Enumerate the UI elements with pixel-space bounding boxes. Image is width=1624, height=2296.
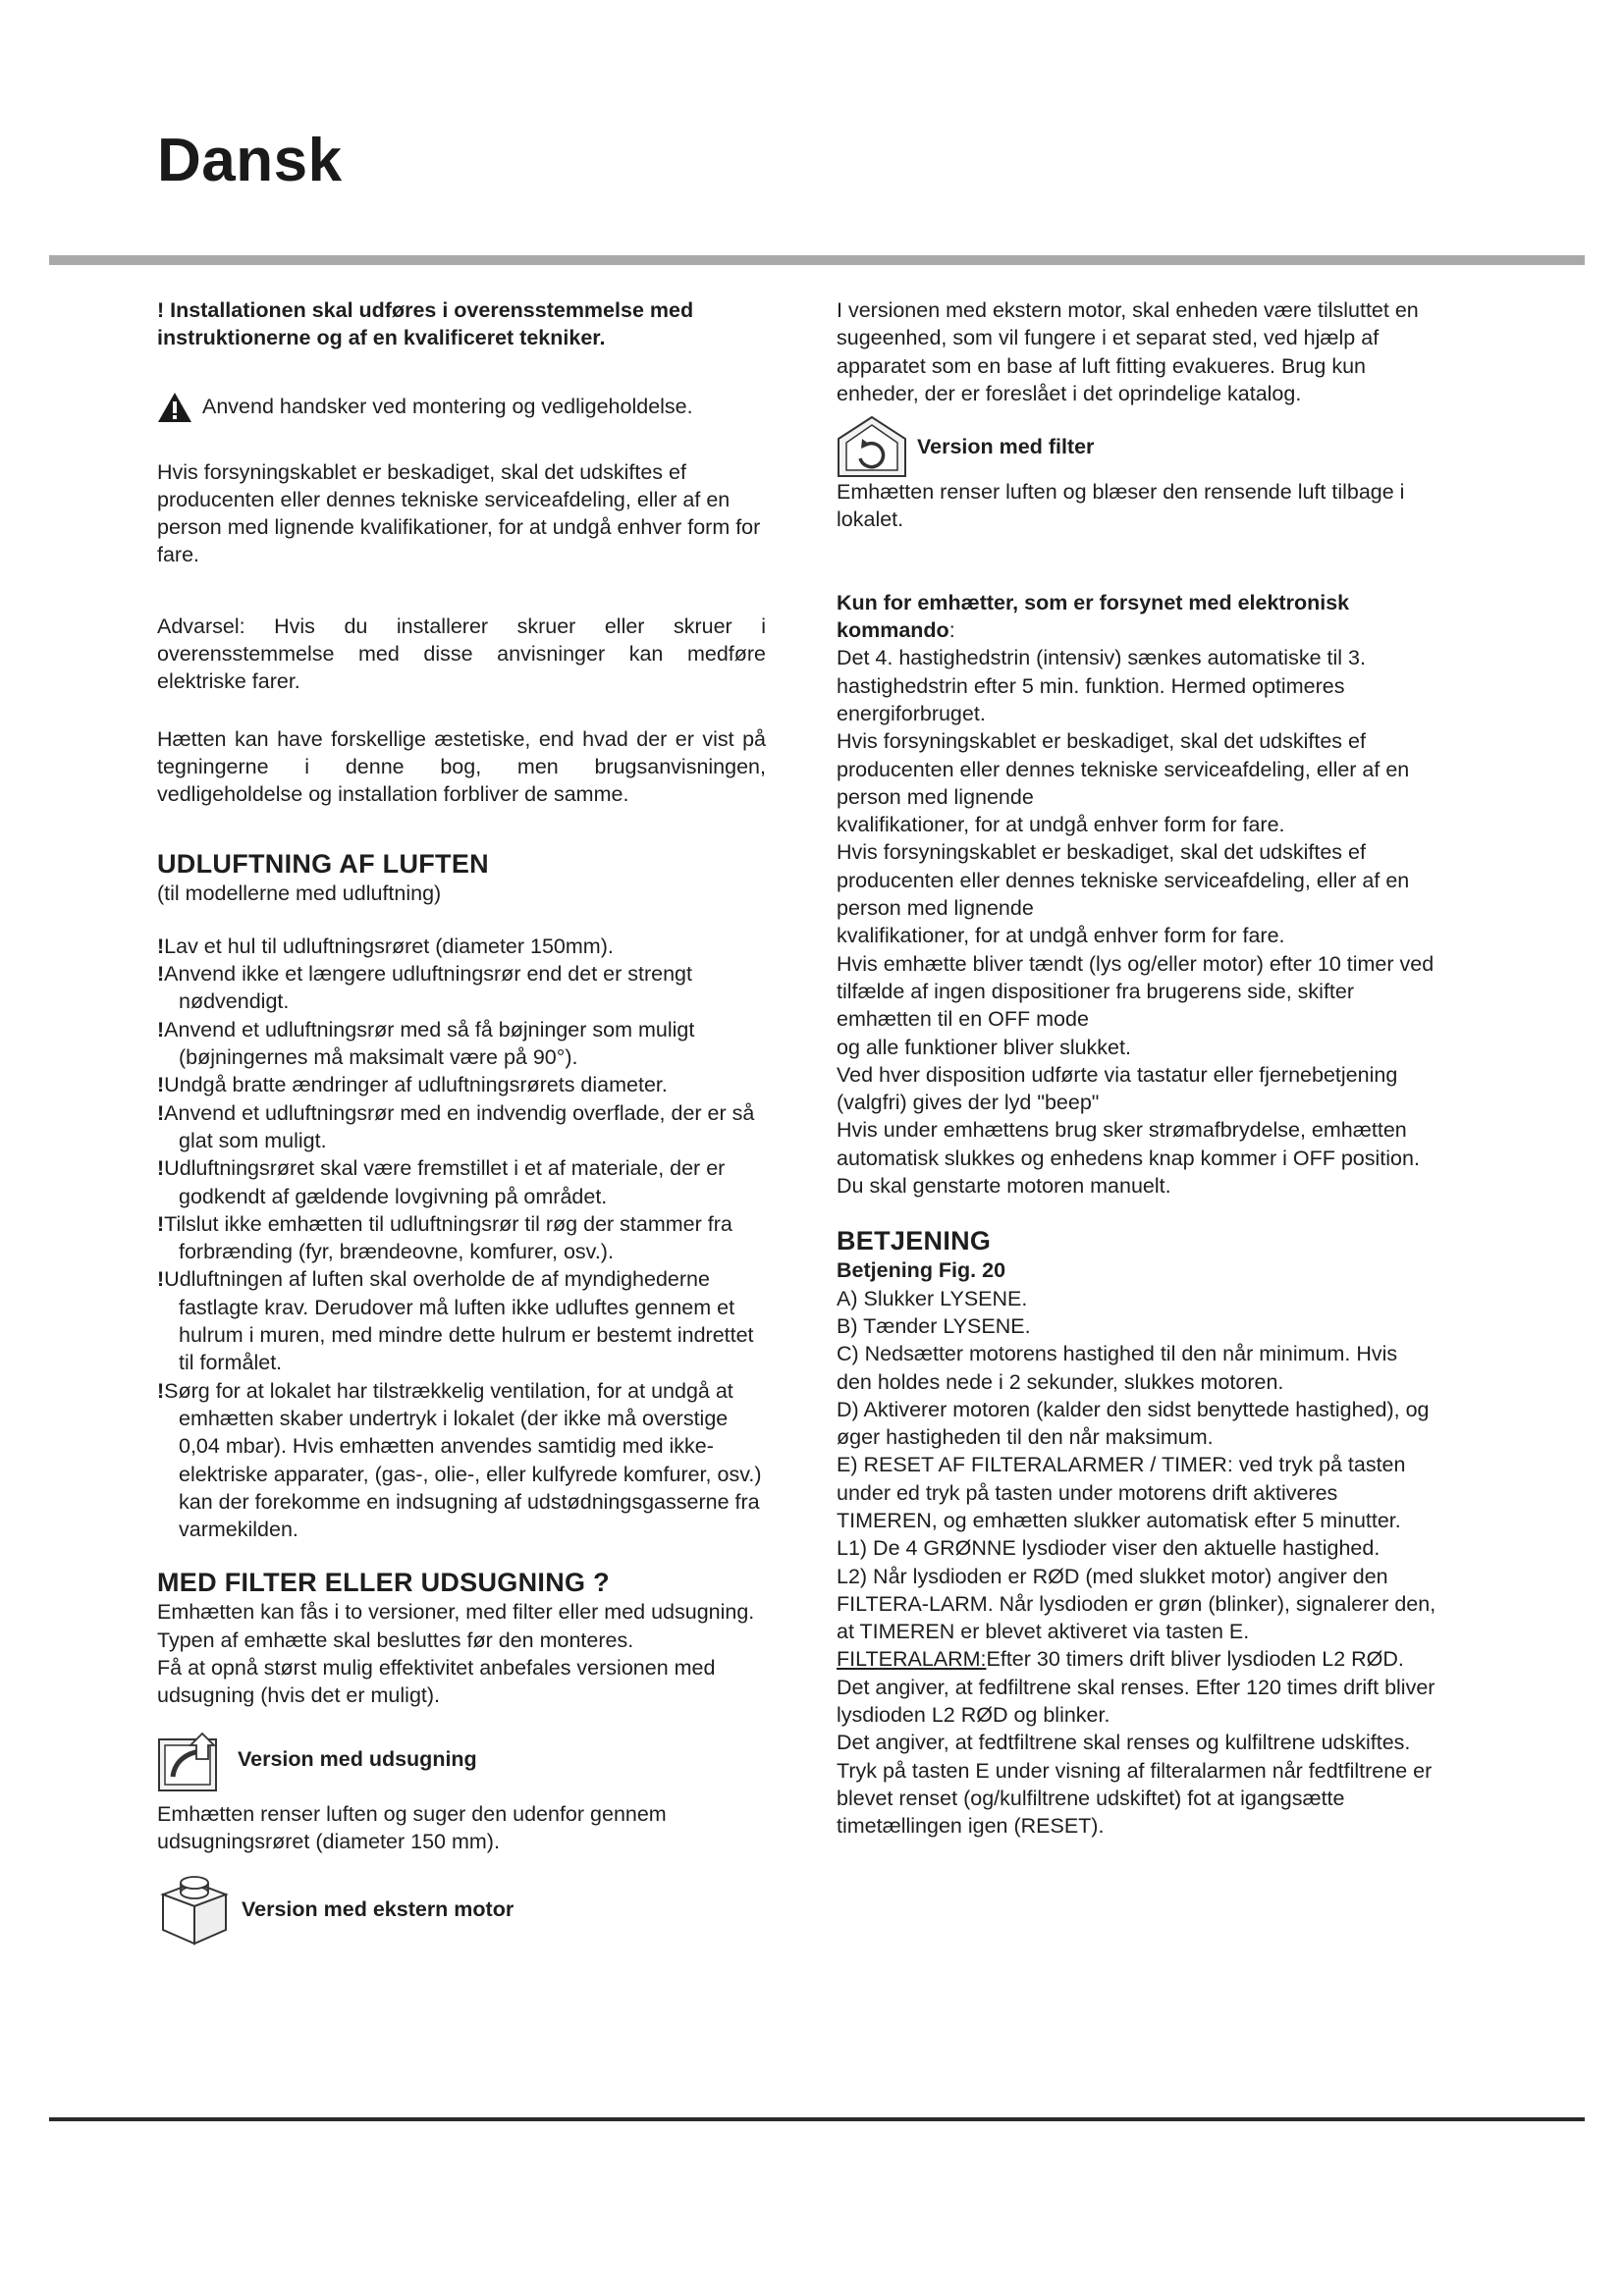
right-column — [837, 296, 1437, 1841]
closing-line: Det angiver, at fedtfiltrene skal renses og kulfiltrene udskiftes. — [837, 1731, 1411, 1755]
gloves-notice — [157, 392, 766, 423]
warning-icon — [157, 392, 192, 423]
closing-line: Tryk på tasten E under visning af filteralarmen når fedtfiltrene er blevet renset (og/kulfiltrene udskiftet) fot at igangsætte timetællingen igen (RESET). — [837, 1758, 1433, 1839]
gloves-text: Anvend handsker ved montering og vedligeholdelse. — [202, 395, 693, 419]
closing-line: Det angiver, at fedfiltrene skal renses. Efter 120 times drift bliver lysdioden L2 RØD og blinker. — [837, 1675, 1435, 1728]
list-item: !Lav et hul til udluftningsrøret (diameter 150mm). — [157, 934, 614, 958]
installation-notice: ! Installationen skal udføres i overensstemmelse med instruktionerne og af en kvalificeret tekniker. — [157, 298, 694, 350]
external-motor-label: Version med ekstern motor — [242, 1897, 514, 1922]
extraction-hood-icon — [157, 1728, 228, 1792]
electronic-line: Hvis forsyningskablet er beskadiget, skal det udskiftes ef producenten eller dennes tekniske serviceafdeling, eller af en person med lignende — [837, 840, 1410, 921]
electronic-line: Hvis forsyningskablet er beskadiget, skal det udskiftes ef producenten eller dennes tekniske serviceafdeling, eller af en person med lignende — [837, 729, 1410, 809]
list-item: !Undgå bratte ændringer af udluftningsrørets diameter. — [157, 1073, 668, 1097]
external-motor-text: I versionen med ekstern motor, skal enheden være tilsluttet en sugeenhed, som vil fungere i et separat sted, ved hjælp af apparatet som en base af luft fitting evakueres. Brug kun enheder, der er foreslået i det oprindelige katalog. — [837, 298, 1419, 405]
operation-line: C) Nedsætter motorens hastighed til den når minimum. Hvis den holdes nede i 2 sekunder, slukkes motoren. — [837, 1342, 1398, 1394]
supply-cable-text: Hvis forsyningskablet er beskadiget, skal det udskiftes ef producenten eller dennes tekniske serviceafdeling, eller af en person med lignende kvalifikationer, for at undgå enhver form for fare. — [157, 459, 761, 567]
list-item: !Tilslut ikke emhætten til udluftningsrør til røg der stammer fra forbrænding (fyr, brændeovne, komfurer, osv.). — [157, 1211, 732, 1264]
filter-alarm-line: FILTERALARM:Efter 30 timers drift bliver lysdioden L2 RØD. — [837, 1647, 1404, 1672]
list-item: !Udluftningsrøret skal være fremstillet i et af materiale, der er godkendt af gældende lovgivning på området. — [157, 1156, 726, 1208]
venting-heading: UDLUFTNING AF LUFTEN — [157, 848, 489, 879]
operation-heading: BETJENING — [837, 1226, 992, 1256]
list-item: !Anvend et udluftningsrør med en indvendig overflade, der er så glat som muligt. — [157, 1100, 755, 1152]
list-item: !Anvend ikke et længere udluftningsrør end det er strengt nødvendigt. — [157, 962, 692, 1014]
operation-line: D) Aktiverer motoren (kalder den sidst benyttede hastighed), og øger hastigheden til den når maksimum. — [837, 1397, 1430, 1450]
external-motor-version — [157, 1873, 766, 1946]
filter-version-text: Emhætten renser luften og blæser den rensende luft tilbage i lokalet. — [837, 480, 1405, 532]
electronic-line: og alle funktioner bliver slukket. — [837, 1035, 1131, 1059]
list-item: !Udluftningen af luften skal overholde de af myndighederne fastlagte krav. Derudover må luften ikke udluftes gennem et hulrum i muren, med mindre dette hulrum er bestemt indrettet til formålet. — [157, 1267, 754, 1375]
venting-list — [157, 933, 766, 1544]
extraction-label: Version med udsugning — [238, 1747, 477, 1772]
electronic-line: kvalifikationer, for at undgå enhver form for fare. — [837, 813, 1285, 837]
electronic-line: Ved hver disposition udførte via tastatur eller fjernebetjening (valgfri) gives der lyd "beep" — [837, 1062, 1398, 1115]
filter-paragraph: Emhætten kan fås i to versioner, med filter eller med udsugning. Typen af emhætte skal besluttes før den monteres. — [157, 1600, 755, 1652]
external-motor-icon — [157, 1873, 232, 1946]
filter-recommendation: Få at opnå størst mulig effektivitet anbefales versionen med udsugning (hvis det er muligt). — [157, 1655, 716, 1708]
extraction-text: Emhætten renser luften og suger den udenfor gennem udsugningsrøret (diameter 150 mm). — [157, 1801, 667, 1853]
operation-list — [837, 1285, 1437, 1841]
list-item: !Anvend et udluftningsrør med så få bøjninger som muligt (bøjningernes må maksimalt være på 90°). — [157, 1017, 695, 1070]
left-column — [157, 296, 766, 1946]
filter-hood-icon — [837, 415, 907, 478]
filter-heading: MED FILTER ELLER UDSUGNING ? — [157, 1568, 610, 1598]
warning-text: Advarsel: Hvis du installerer skruer eller skruer i overensstemmelse med disse anvisninger kan medføre elektriske farer. — [157, 614, 766, 694]
electronic-line: Hvis emhætte bliver tændt (lys og/eller motor) efter 10 timer ved tilfælde af ingen dispositioner fra brugerens side, skifter emhætten til en OFF mode — [837, 951, 1435, 1032]
electronic-line: kvalifikationer, for at undgå enhver form for fare. — [837, 924, 1285, 948]
electronic-section — [837, 644, 1437, 1200]
operation-line: L1) De 4 GRØNNE lysdioder viser den aktuelle hastighed. — [837, 1536, 1380, 1561]
operation-line: E) RESET AF FILTERALARMER / TIMER: ved tryk på tasten under ed tryk på tasten under motorens drift aktiveres TIMEREN, og emhætten slukker automatisk efter 5 minutter. — [837, 1453, 1406, 1532]
top-divider — [49, 255, 1585, 265]
filter-version — [837, 415, 1437, 478]
electronic-heading: Kun for emhætter, som er forsynet med elektronisk kommando: — [837, 590, 1350, 643]
operation-line: A) Slukker LYSENE. — [837, 1286, 1028, 1310]
operation-line: L2) Når lysdioden er RØD (med slukket motor) angiver den FILTERA-LARM. Når lysdioden er grøn (blinker), signalerer den, at TIMEREN er blevet aktiveret via tasten E. — [837, 1564, 1436, 1644]
filter-version-label: Version med filter — [917, 435, 1095, 459]
bottom-divider — [49, 2117, 1585, 2121]
operation-subheading: Betjening Fig. 20 — [837, 1258, 1006, 1283]
electronic-line: Hvis under emhættens brug sker strømafbrydelse, emhætten automatisk slukkes og enhedens knap kommer i OFF position. Du skal genstarte motoren manuelt. — [837, 1118, 1420, 1199]
operation-line: B) Tænder LYSENE. — [837, 1313, 1031, 1338]
venting-subheading: (til modellerne med udluftning) — [157, 881, 442, 905]
electronic-line: Det 4. hastighedstrin (intensiv) sænkes automatiske til 3. hastighedstrin efter 5 min. funktion. Hermed optimeres energiforbruget. — [837, 646, 1366, 725]
extraction-version — [157, 1728, 766, 1792]
page-title: Dansk — [157, 127, 343, 194]
aesthetics-text: Hætten kan have forskellige æstetiske, end hvad der er vist på tegningerne i denne bog, men brugsanvisningen, vedligeholdelse og installation forbliver de samme. — [157, 726, 766, 807]
list-item: !Sørg for at lokalet har tilstrækkelig ventilation, for at undgå at emhætten skaber undertryk i lokalet (der ikke må overstige 0,04 mbar). Hvis emhætten anvendes samtidig med ikke-elektriske apparater, (gas-, olie-, eller kulfyrede komfurer, osv.) kan der forekomme en indsugning af udstødningsgasserne fra varmekilden. — [157, 1378, 762, 1542]
